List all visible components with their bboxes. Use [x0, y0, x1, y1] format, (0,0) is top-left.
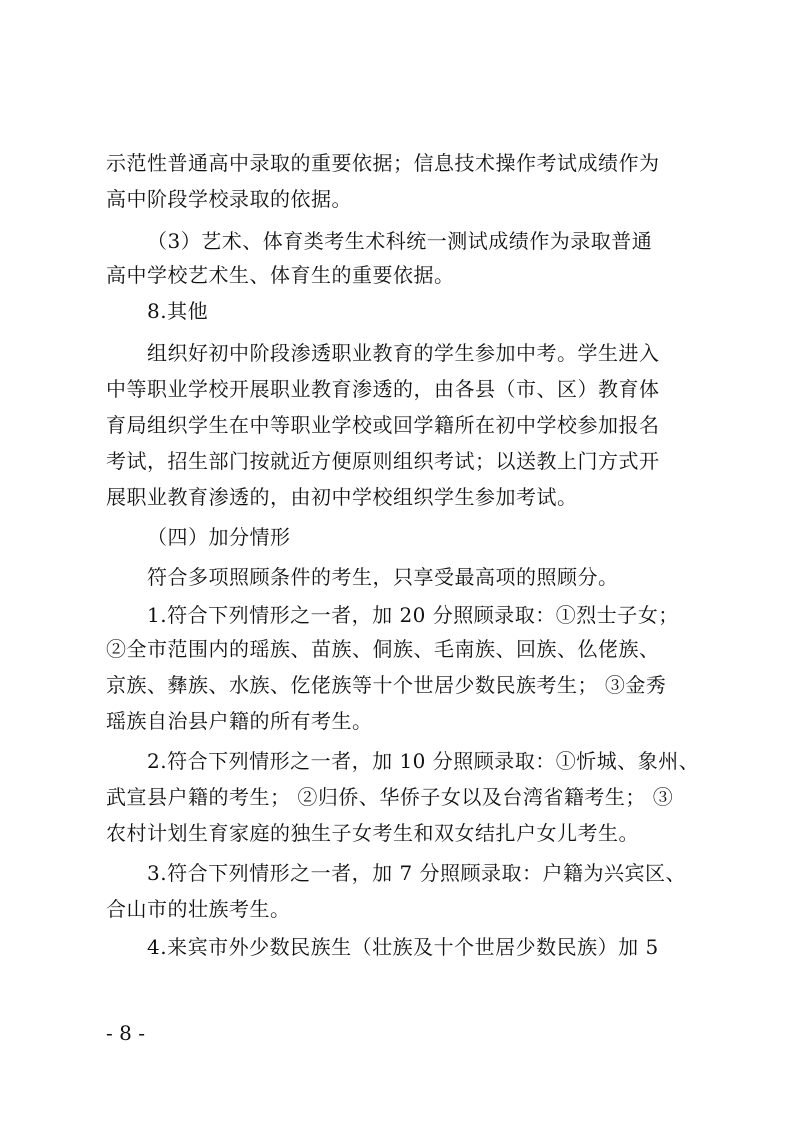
- text-line: 瑶族自治县户籍的所有考生。: [106, 709, 373, 733]
- text-line: 考试，招生部门按就近方便原则组织考试；以送教上门方式开: [106, 449, 660, 473]
- text-line: （3）艺术、体育类考生术科统一测试成绩作为录取普通: [147, 229, 653, 253]
- text-line: 组织好初中阶段渗透职业教育的学生参加中考。学生进入: [147, 341, 660, 365]
- text-line: 4.来宾市外少数民族生（壮族及十个世居少数民族）加 5: [147, 935, 659, 959]
- text-line: 农村计划生育家庭的独生子女考生和双女结扎户女儿考生。: [106, 821, 639, 845]
- text-line: 符合多项照顾条件的考生，只享受最高项的照顾分。: [147, 565, 619, 589]
- text-line: 示范性普通高中录取的重要依据；信息技术操作考试成绩作为: [106, 151, 660, 175]
- page-number: - 8 -: [106, 1021, 145, 1045]
- text-line: ②全市范围内的瑶族、苗族、侗族、毛南族、回族、仫佬族、: [106, 637, 660, 661]
- section-heading: （四）加分情形: [147, 525, 291, 549]
- text-line: 1.符合下列情形之一者，加 20 分照顾录取：①烈士子女；: [147, 603, 679, 627]
- text-line: 京族、彝族、水族、仡佬族等十个世居少数民族考生； ③金秀: [106, 673, 667, 697]
- text-line: 展职业教育渗透的，由初中学校组织学生参加考试。: [106, 485, 578, 509]
- text-line: 中等职业学校开展职业教育渗透的，由各县（市、区）教育体: [106, 377, 660, 401]
- text-line: 高中学校艺术生、体育生的重要依据。: [106, 263, 455, 287]
- text-line: 2.符合下列情形之一者，加 10 分照顾录取：①忻城、象州、: [147, 749, 700, 773]
- text-line: 武宣县户籍的考生； ②归侨、华侨子女以及台湾省籍考生； ③: [106, 785, 674, 809]
- text-line: 3.符合下列情形之一者，加 7 分照顾录取：户籍为兴宾区、: [147, 861, 687, 885]
- text-line: 育局组织学生在中等职业学校或回学籍所在初中学校参加报名: [106, 413, 660, 437]
- section-heading: 8.其他: [147, 299, 209, 323]
- text-line: 高中阶段学校录取的依据。: [106, 187, 352, 211]
- text-line: 合山市的壮族考生。: [106, 897, 291, 921]
